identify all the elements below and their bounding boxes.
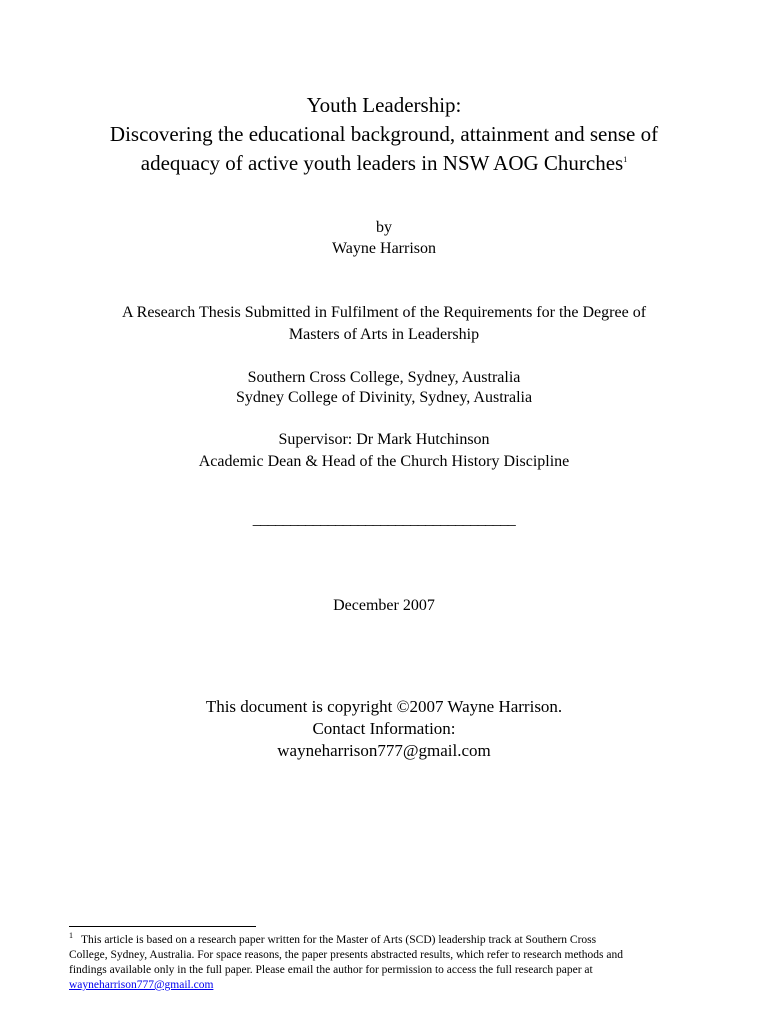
footnote-line-2: College, Sydney, Australia. For space reasons, the paper presents abstracted results, which refer to research methods and (69, 949, 623, 961)
thesis-line-2: Masters of Arts in Leadership (288, 326, 480, 343)
footnote-text-1: This article is based on a research paper written for the Master of Arts (SCD) leadership track at Southern Cross (81, 934, 597, 946)
college-line-1: Southern Cross College, Sydney, Australia (247, 369, 521, 386)
footnote-mark: 1 (69, 931, 73, 941)
byline (40, 217, 728, 259)
title-line-3-text: adequacy of active youth leaders in NSW AOG Churches (140, 151, 624, 175)
footnote-line-1 (69, 933, 709, 948)
copyright-block (40, 696, 728, 762)
title-line-1: Youth Leadership: (306, 93, 462, 117)
copyright-line: This document is copyright ©2007 Wayne Harrison. (205, 697, 563, 716)
thesis-statement (40, 302, 728, 346)
footnote-divider (69, 926, 256, 927)
separator-line: ___________________________________ (252, 511, 516, 528)
footnote-email-link[interactable]: wayneharrison777@gmail.com (69, 979, 214, 991)
footnote-line-3: findings available only in the full paper. Please email the author for permission to access the full research paper at (69, 964, 593, 976)
footnote-line-4 (69, 978, 709, 993)
thesis-title (40, 91, 728, 178)
author-name: Wayne Harrison (331, 240, 436, 257)
title-line-2: Discovering the educational background, attainment and sense of (109, 122, 659, 146)
supervisor-block (40, 429, 728, 473)
title-line-3 (40, 149, 728, 178)
thesis-line-1: A Research Thesis Submitted in Fulfilment of the Requirements for the Degree of (121, 304, 647, 321)
supervisor-line-1: Supervisor: Dr Mark Hutchinson (278, 431, 490, 448)
contact-email: wayneharrison777@gmail.com (277, 741, 491, 760)
supervisor-line-2: Academic Dean & Head of the Church History Discipline (198, 453, 570, 470)
contact-label: Contact Information: (312, 719, 456, 738)
footnote (69, 933, 709, 993)
colleges (40, 368, 728, 408)
title-footnote-ref[interactable]: 1 (623, 155, 628, 164)
college-line-2: Sydney College of Divinity, Sydney, Australia (235, 389, 533, 406)
submission-date: December 2007 (333, 597, 435, 614)
by-label: by (376, 219, 392, 236)
